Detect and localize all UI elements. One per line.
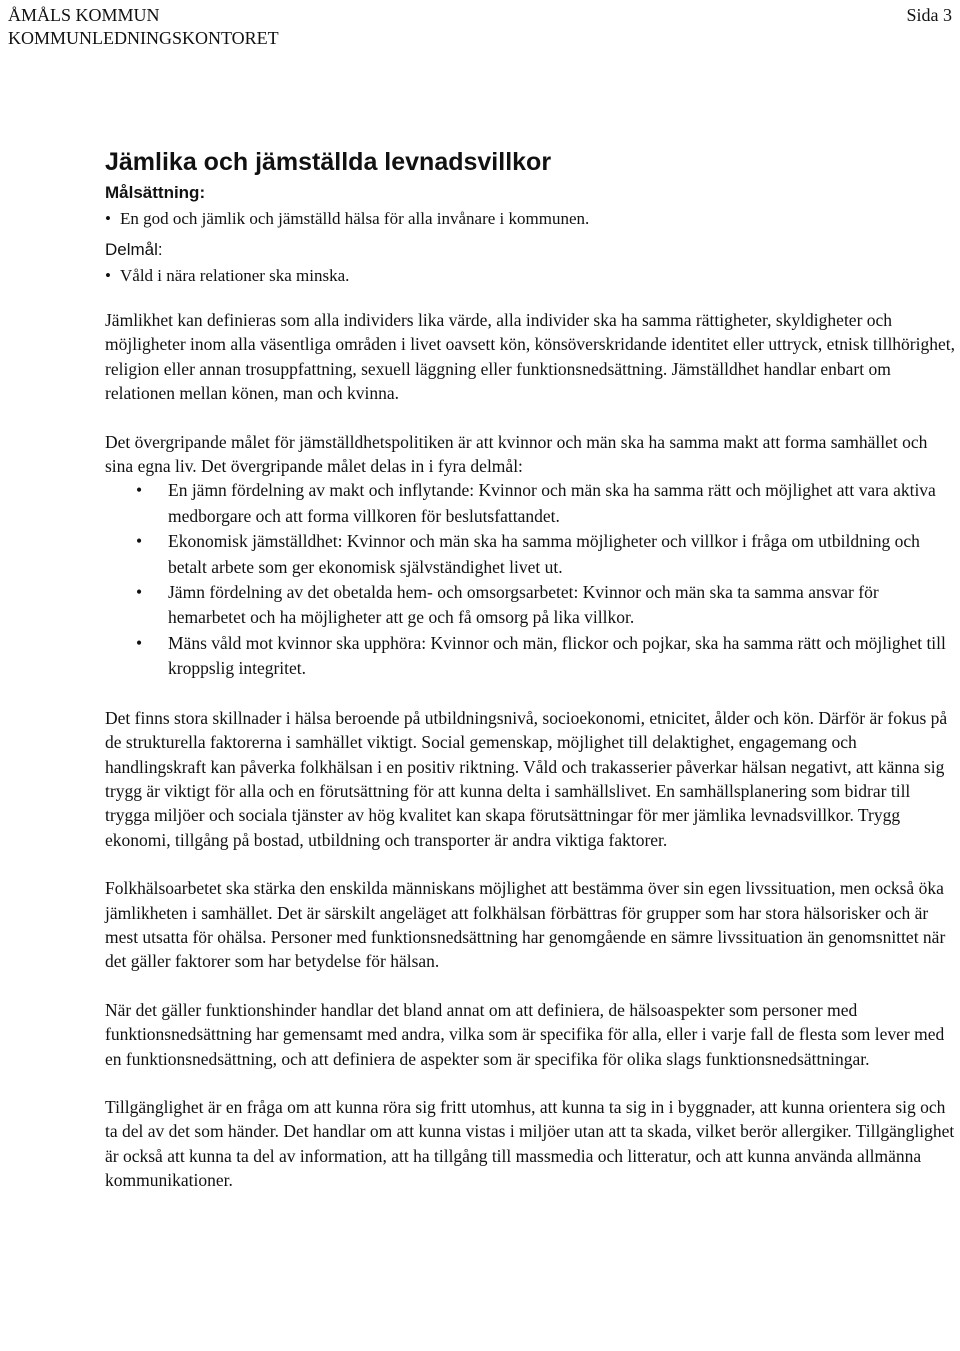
- goal-heading: Målsättning:: [105, 183, 206, 202]
- goal-list: [105, 207, 955, 231]
- page-header: [8, 4, 952, 50]
- header-org-name: ÅMÅLS KOMMUN: [8, 5, 160, 25]
- header-department: KOMMUNLEDNINGSKONTORET: [8, 28, 279, 48]
- document-body: [105, 145, 955, 1193]
- paragraph-equality-definition: Jämlikhet kan definieras som alla individers lika värde, alla individer ska ha samma rättigheter, skyldigheter och möjligheter inom alla väsentliga områden i livet oavsett kön, könsöverskridande identitet eller uttryck, etnisk tillhörighet, religion eller annan trosuppfattning, sexuell läggning eller funktionsnedsättning. Jämställdhet handlar enbart om relationen mellan könen, man och kvinna.: [105, 310, 955, 404]
- subgoal-item: • Våld i nära relationer ska minska.: [105, 264, 955, 288]
- list-item: • Jämn fördelning av det obetalda hem- och omsorgsarbetet: Kvinnor och män ska ta samma ansvar för hemarbetet och ha möjligheter att ge och få omsorg på lika villkor.: [168, 580, 955, 631]
- header-org-block: [8, 4, 279, 50]
- paragraph-gender-equality-goal: Det övergripande målet för jämställdhetspolitiken är att kvinnor och män ska ha samma makt att forma samhället och sina egna liv. Det övergripande målet delas in i fyra delmål:: [105, 431, 928, 477]
- subgoal-heading: Delmål:: [105, 240, 163, 259]
- header-page-number: Sida 3: [906, 5, 952, 25]
- subgoal-list: [105, 264, 955, 288]
- goal-item: • En god och jämlik och jämställd hälsa för alla invånare i kommunen.: [105, 207, 955, 231]
- paragraph-health-differences: Det finns stora skillnader i hälsa beroende på utbildningsnivå, socioekonomi, etnicitet, ålder och kön. Därför är fokus på de strukturella faktorerna i samhället viktigt. Social gemenskap, möjlighet till delaktighet, engagemang och handlingskraft kan påverka folkhälsan i en positiv riktning. Våld och trakasserier påverkar hälsan negativt, att känna sig trygg är viktigt för alla och en förutsättning för att kunna delta i samhällslivet. En samhällsplanering som bidrar till trygga miljöer och sociala tjänster av hög kvalitet kan skapa förutsättningar för mer jämlika levnadsvillkor. Trygg ekonomi, tillgång på bostad, utbildning och transporter är andra viktiga faktorer.: [105, 707, 948, 850]
- paragraph-disability: När det gäller funktionshinder handlar det bland annat om att definiera, de hälsoaspekter som personer med funktionsnedsättning har gemensamt med andra, vilka som är specifika för alla, eller i varje fall de flesta som lever med en funktionsnedsättning, och att definiera de aspekter som är specifika för olika slags funktionsnedsättningar.: [105, 999, 945, 1069]
- list-item: • Ekonomisk jämställdhet: Kvinnor och män ska ha samma möjligheter och villkor i fråga om utbildning och betalt arbete som ger ekonomisk självständighet livet ut.: [168, 529, 955, 580]
- paragraph-public-health-work: Folkhälsoarbetet ska stärka den enskilda människans möjlighet att bestämma över sin egen livssituation, men också öka jämlikheten i samhället. Det är särskilt angeläget att folkhälsan förbättras för grupper som har stora hälsorisker och är mest utsatta för ohälsa. Personer med funktionsnedsättning har genomgående en sämre livssituation än genomsnittet när det gäller faktorer som har betydelse för hälsan.: [105, 878, 946, 972]
- section-title: Jämlika och jämställda levnadsvillkor: [105, 148, 552, 176]
- paragraph-accessibility: Tillgänglighet är en fråga om att kunna röra sig fritt utomhus, att kunna ta sig in i byggnader, att kunna orientera sig och ta del av det som händer. Det handlar om att kunna vistas i miljöer utan att ta skada, vilket berör allergiker. Tillgänglighet är också att kunna ta del av information, att ha tillgång till massmedia och litteratur, och att kunna använda allmänna kommunikationer.: [105, 1096, 955, 1191]
- list-item: • En jämn fördelning av makt och inflytande: Kvinnor och män ska ha samma rätt och möjlighet att vara aktiva medborgare och att forma villkoren för beslutsfattandet.: [168, 478, 955, 529]
- gender-equality-subgoal-list: [105, 478, 955, 681]
- list-item: • Mäns våld mot kvinnor ska upphöra: Kvinnor och män, flickor och pojkar, ska ha samma rätt och möjlighet till kroppslig integritet.: [168, 631, 955, 682]
